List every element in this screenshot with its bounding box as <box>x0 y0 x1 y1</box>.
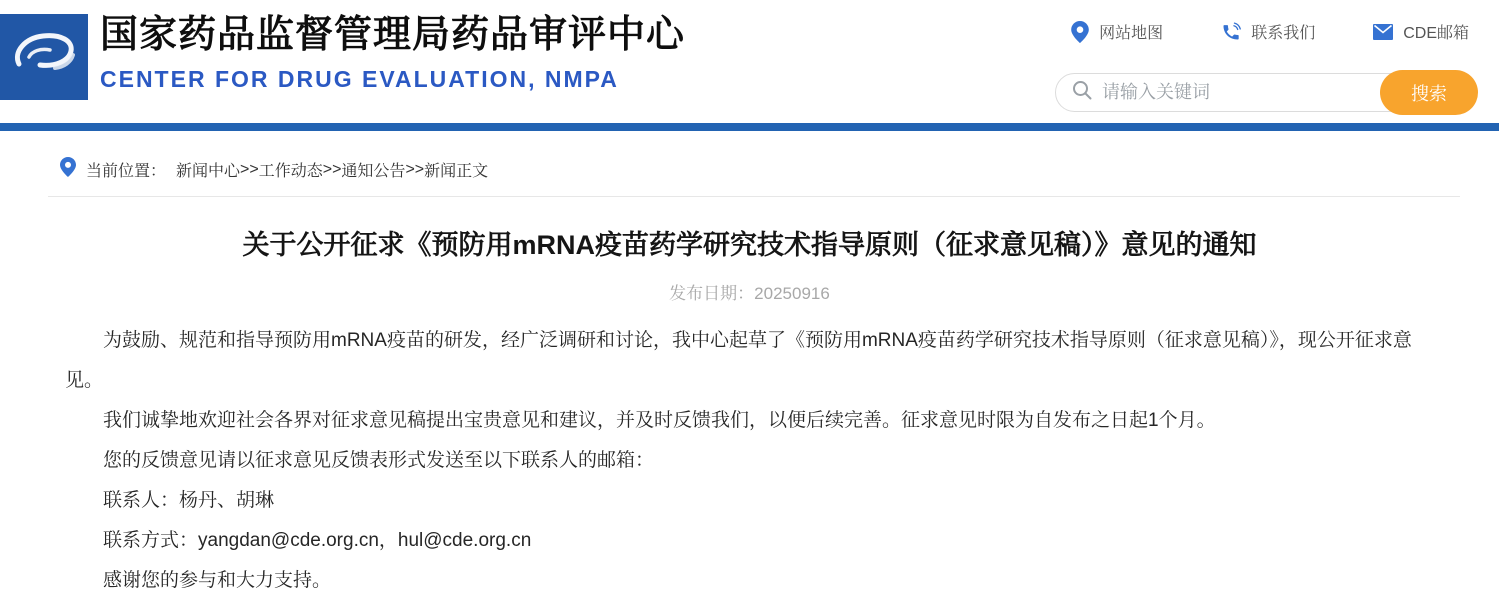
site-header <box>0 0 1499 123</box>
article-paragraph: 为鼓励、规范和指导预防用mRNA疫苗的研发，经广泛调研和讨论，我中心起草了《预防用mRNA疫苗药学研究技术指导原则（征求意见稿）》，现公开征求意见。 <box>65 330 1412 391</box>
header-divider-bar <box>0 123 1499 131</box>
article-paragraph-emails: 联系方式：yangdan@cde.org.cn，hul@cde.org.cn <box>103 530 532 551</box>
envelope-icon <box>1373 24 1393 40</box>
search-button[interactable]: 搜索 <box>1380 70 1478 115</box>
cde-logo <box>0 14 88 100</box>
breadcrumb <box>48 131 1460 197</box>
article-paragraph: 您的反馈意见请以征求意见反馈表形式发送至以下联系人的邮箱： <box>103 450 655 471</box>
breadcrumb-item-notices[interactable]: 通知公告 <box>341 163 406 180</box>
breadcrumb-item-work-trends[interactable]: 工作动态 <box>258 163 323 180</box>
breadcrumb-path <box>176 158 488 181</box>
contact-us-link[interactable] <box>1221 20 1315 43</box>
search-bar <box>1055 73 1477 112</box>
article-paragraph-contacts: 联系人：杨丹、胡琳 <box>103 490 275 511</box>
sitemap-link-label: 网站地图 <box>1099 25 1164 42</box>
site-titles <box>100 10 685 93</box>
breadcrumb-separator: >> <box>322 160 342 178</box>
article-paragraph: 感谢您的参与和大力支持。 <box>103 570 332 591</box>
search-icon <box>1072 80 1092 105</box>
site-subtitle: CENTER FOR DRUG EVALUATION, NMPA <box>100 66 619 92</box>
phone-icon <box>1221 22 1241 42</box>
breadcrumb-item-news-center[interactable]: 新闻中心 <box>176 163 241 180</box>
article-title: 关于公开征求《预防用mRNA疫苗药学研究技术指导原则（征求意见稿）》意见的通知 <box>242 230 1257 260</box>
breadcrumb-label: 当前位置： <box>86 163 167 180</box>
location-pin-icon <box>60 157 76 182</box>
cde-mail-link-label: CDE邮箱 <box>1403 25 1469 42</box>
location-pin-icon <box>1071 21 1089 43</box>
breadcrumb-separator: >> <box>405 160 425 178</box>
article-paragraph: 我们诚挚地欢迎社会各界对征求意见稿提出宝贵意见和建议，并及时反馈我们，以便后续完善。征求意见时限为自发布之日起1个月。 <box>103 410 1216 431</box>
breadcrumb-item-current: 新闻正文 <box>424 163 489 180</box>
publish-date <box>0 279 1499 304</box>
site-title: 国家药品监督管理局药品审评中心 <box>100 14 686 56</box>
swan-swirl-icon <box>9 24 79 91</box>
header-quick-links <box>1071 20 1469 43</box>
publish-date-value: 20250916 <box>754 284 830 303</box>
breadcrumb-separator: >> <box>240 160 259 178</box>
sitemap-link[interactable] <box>1071 20 1163 43</box>
article-body <box>65 321 1435 591</box>
cde-mail-link[interactable] <box>1373 20 1469 43</box>
contact-us-link-label: 联系我们 <box>1251 25 1316 42</box>
publish-date-label: 发布日期： <box>669 284 755 303</box>
